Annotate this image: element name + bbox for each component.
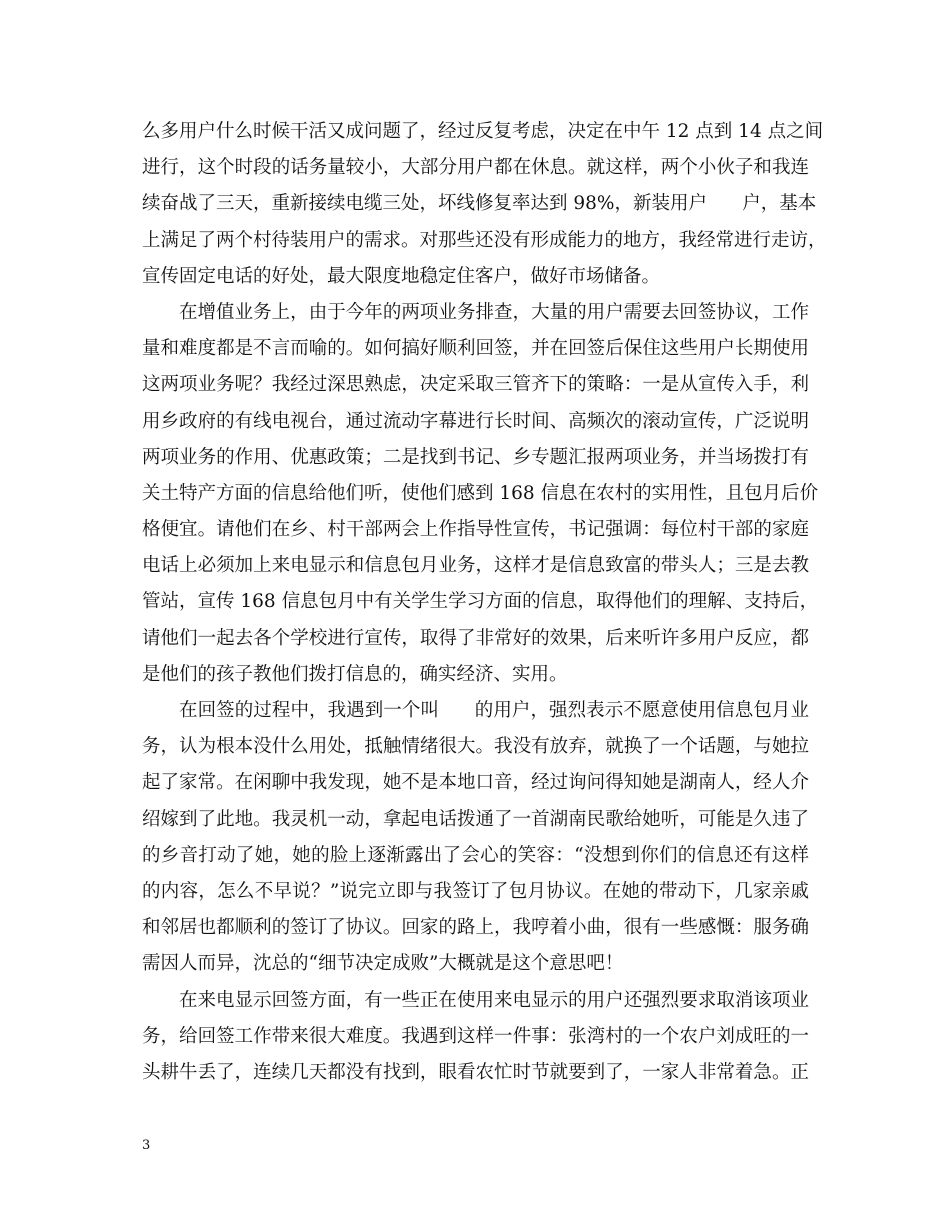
text-line: 是他们的孩子教他们拨打信息的，确实经济、实用。 — [142, 663, 568, 685]
text-line: 和邻居也都顺利的签订了协议。回家的路上，我哼着小曲，很有一些感慨：服务确 — [142, 917, 809, 939]
text-line: 需因人而异，沈总的“细节决定成败”大概就是这个意思吧！ — [142, 953, 624, 975]
text-line: 请他们一起去各个学校进行宣传，取得了非常好的效果，后来听许多用户反应，都 — [142, 627, 809, 649]
text-line: 电话上必须加上来电显示和信息包月业务，这样才是信息致富的带头人；三是去教 — [142, 555, 809, 577]
text-line: 续奋战了三天，重新接续电缆三处，坏线修复率达到 98%，新装用户 户，基本 — [142, 193, 817, 215]
paragraph-first-line: 在回签的过程中，我遇到一个叫 的用户，强烈表示不愿意使用信息包月业 — [179, 700, 809, 721]
text-line: 进行，这个时段的话务量较小，大部分用户都在休息。就这样，两个小伙子和我连 — [142, 157, 809, 179]
text-line: 务，给回签工作带来很大难度。我遇到这样一件事：张湾村的一个农户刘成旺的一 — [142, 1025, 809, 1047]
text-line: 头耕牛丢了，连续几天都没有找到，眼看农忙时节就要到了，一家人非常着急。正 — [142, 1061, 809, 1083]
text-line: 这两项业务呢？我经过深思熟虑，决定采取三管齐下的策略：一是从宣传入手，利 — [142, 374, 809, 396]
body-text — [142, 114, 827, 1091]
text-line: 格便宜。请他们在乡、村干部两会上作指导性宣传，书记强调：每位村干部的家庭 — [142, 519, 809, 541]
paragraph-first-line: 在增值业务上，由于今年的两项业务排查，大量的用户需要去回签协议，工作 — [179, 301, 809, 323]
text-line: 管站，宣传 168 信息包月中有关学生学习方面的信息，取得他们的理解、支持后， — [142, 591, 819, 613]
text-line: 用乡政府的有线电视台，通过流动字幕进行长时间、高频次的滚动宣传，广泛说明 — [142, 410, 809, 432]
paragraph-first-line: 在来电显示回签方面，有一些正在使用来电显示的用户还强烈要求取消该项业 — [179, 989, 809, 1011]
text-line: 上满足了两个村待装用户的需求。对那些还没有形成能力的地方，我经常进行走访， — [142, 229, 827, 251]
text-line: 宣传固定电话的好处，最大限度地稳定住客户，做好市场储备。 — [142, 265, 661, 287]
text-line: 绍嫁到了此地。我灵机一动，拿起电话拨通了一首湖南民歌给她听，可能是久违了 — [142, 808, 809, 830]
text-line: 两项业务的作用、优惠政策；二是找到书记、乡专题汇报两项业务，并当场拨打有 — [142, 446, 809, 468]
text-line: 起了家常。在闲聊中我发现，她不是本地口音，经过询问得知她是湖南人，经人介 — [142, 772, 809, 794]
text-line: 关土特产方面的信息给他们听，使他们感到 168 信息在农村的实用性，且包月后价 — [142, 482, 819, 504]
text-line: 务，认为根本没什么用处，抵触情绪很大。我没有放弃，就换了一个话题，与她拉 — [142, 736, 809, 758]
text-line: 么多用户什么时候干活又成问题了，经过反复考虑，决定在中午 12 点到 14 点之间 — [142, 121, 824, 142]
text-line: 的内容，怎么不早说？”说完立即与我签订了包月协议。在她的带动下，几家亲戚 — [142, 880, 809, 902]
text-line: 量和难度都是不言而喻的。如何搞好顺利回签，并在回签后保住这些用户长期使用 — [142, 338, 809, 360]
text-line: 的乡音打动了她，她的脸上逐渐露出了会心的笑容：“没想到你们的信息还有这样 — [142, 844, 809, 866]
page-number: 3 — [142, 1138, 151, 1153]
